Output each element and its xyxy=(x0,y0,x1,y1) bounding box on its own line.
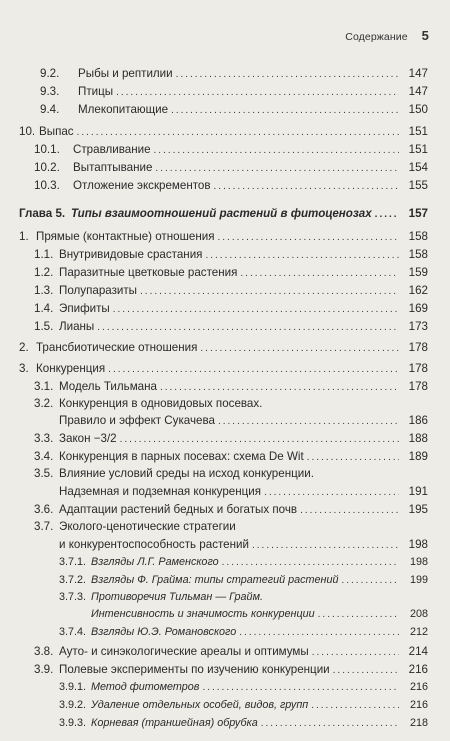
entry-title: Птицы xyxy=(78,85,114,98)
entry-title: Адаптации растений бедных и богатых почв xyxy=(59,503,298,516)
entry-number: 3.6. xyxy=(34,503,54,516)
entry-number: 10.3. xyxy=(34,179,60,192)
entry-title: Вытаптывание xyxy=(73,161,153,174)
leader-dots xyxy=(341,573,399,588)
entry-title: Выпас xyxy=(39,125,74,138)
entry-page: 218 xyxy=(409,717,428,729)
leader-dots xyxy=(116,85,399,100)
entry-number: 9.2. xyxy=(40,67,60,80)
leader-dots xyxy=(222,555,399,570)
entry-page: 208 xyxy=(409,608,428,620)
entry-number: 3.5. xyxy=(34,467,54,480)
entry-page: 178 xyxy=(408,380,428,393)
toc-entry xyxy=(19,361,428,377)
toc-entry xyxy=(59,716,428,731)
entry-number: 3.9.1. xyxy=(59,681,87,693)
entry-title: Взгляды Ю.Э. Романовского xyxy=(91,626,237,638)
entry-title: Правило и эффект Сукачева xyxy=(59,414,215,427)
entry-title-line1: Противоречия Тильман — Грайм. xyxy=(91,591,263,603)
toc-entry xyxy=(40,66,428,82)
leader-dots xyxy=(318,607,399,622)
entry-page: 212 xyxy=(409,626,428,638)
toc-entry-first-line xyxy=(34,397,262,410)
leader-dots xyxy=(300,503,399,518)
toc-entry xyxy=(34,431,428,447)
entry-number: 10.1. xyxy=(34,143,60,156)
entry-page: 178 xyxy=(408,362,428,375)
entry-page: 216 xyxy=(409,681,428,693)
entry-number: 3.9.2. xyxy=(59,699,87,711)
entry-title: Млекопитающие xyxy=(78,103,169,116)
entry-title: Надземная и подземная конкуренция xyxy=(59,485,262,498)
entry-number: 1.3. xyxy=(34,284,54,297)
toc-entry xyxy=(59,625,428,640)
toc-entry-first-line xyxy=(59,591,263,603)
entry-number: 3.9.3. xyxy=(59,717,87,729)
toc-entry xyxy=(34,449,428,465)
page-number: 5 xyxy=(421,28,429,43)
entry-title: Модель Тильмана xyxy=(59,380,157,393)
entry-number: 3.3. xyxy=(34,432,54,445)
leader-dots xyxy=(218,414,399,429)
entry-title: Паразитные цветковые растения xyxy=(59,266,238,279)
entry-page: 159 xyxy=(408,266,428,279)
leader-dots xyxy=(113,302,399,317)
entry-page: 158 xyxy=(408,248,428,261)
entry-title-line1: Эколого-ценотические стратегии xyxy=(59,520,236,533)
leader-dots xyxy=(214,179,399,194)
entry-number: 3. xyxy=(19,362,29,375)
leader-dots xyxy=(176,67,399,82)
toc-entry xyxy=(59,698,428,713)
entry-number: 3.4. xyxy=(34,450,54,463)
leader-dots xyxy=(154,143,399,158)
entry-page: 216 xyxy=(409,699,428,711)
toc-entry xyxy=(34,283,428,299)
entry-page: 216 xyxy=(408,663,428,676)
toc-entry xyxy=(59,537,428,553)
entry-number: 3.2. xyxy=(34,397,54,410)
toc-entry xyxy=(34,178,428,194)
entry-title: Закон −3/2 xyxy=(59,432,117,445)
toc-entry xyxy=(34,319,428,335)
toc-entry xyxy=(59,680,428,695)
entry-title: Эпифиты xyxy=(59,302,110,315)
chapter-number: Глава 5. xyxy=(19,207,66,220)
entry-number: 9.4. xyxy=(40,103,60,116)
leader-dots xyxy=(200,341,399,356)
entry-page: 189 xyxy=(408,450,428,463)
toc-entry xyxy=(19,124,428,140)
toc-entry xyxy=(34,301,428,317)
entry-number: 1.5. xyxy=(34,320,54,333)
leader-dots xyxy=(311,698,399,713)
toc-entry xyxy=(19,229,428,245)
running-head xyxy=(345,28,429,43)
leader-dots xyxy=(307,450,399,465)
entry-page: 162 xyxy=(408,284,428,297)
toc-entry xyxy=(34,662,428,678)
entry-number: 3.1. xyxy=(34,380,54,393)
toc-entry xyxy=(59,573,428,588)
entry-title: Интенсивность и значимость конкуренции xyxy=(91,608,315,620)
entry-page: 147 xyxy=(408,67,428,80)
entry-title: Полупаразиты xyxy=(59,284,138,297)
toc-entry xyxy=(91,607,428,622)
leader-dots xyxy=(217,230,399,245)
entry-number: 2. xyxy=(19,341,29,354)
entry-number: 10.2. xyxy=(34,161,60,174)
entry-page: 154 xyxy=(408,161,428,174)
entry-page: 147 xyxy=(408,85,428,98)
toc-entry xyxy=(34,265,428,281)
entry-page: 199 xyxy=(409,574,428,586)
entry-number: 3.7.4. xyxy=(59,626,87,638)
leader-dots xyxy=(205,248,399,263)
leader-dots xyxy=(77,125,399,140)
entry-title: Удаление отдельных особей, видов, групп xyxy=(91,699,309,711)
leader-dots xyxy=(312,645,399,660)
toc-entry xyxy=(34,247,428,263)
entry-title: Трансбиотические отношения xyxy=(36,341,198,354)
toc-entry xyxy=(19,340,428,356)
running-head-title: Содержание xyxy=(345,31,408,43)
entry-page: 151 xyxy=(408,143,428,156)
entry-number: 3.7.2. xyxy=(59,574,87,586)
toc-entry xyxy=(40,84,428,100)
entry-number: 3.7. xyxy=(34,520,54,533)
leader-dots xyxy=(261,716,399,731)
leader-dots xyxy=(120,432,399,447)
entry-number: 3.8. xyxy=(34,645,54,658)
entry-title: Внутривидовые срастания xyxy=(59,248,203,261)
leader-dots xyxy=(108,362,399,377)
entry-page: 169 xyxy=(408,302,428,315)
entry-page: 195 xyxy=(408,503,428,516)
entry-title: Корневая (траншейная) обрубка xyxy=(91,717,258,729)
entry-title: Полевые эксперименты по изучению конкуренции xyxy=(59,663,330,676)
entry-page: 191 xyxy=(408,485,428,498)
entry-number: 1.4. xyxy=(34,302,54,315)
leader-dots xyxy=(240,266,399,281)
entry-page: 158 xyxy=(408,230,428,243)
entry-title: Взгляды Ф. Грайма: типы стратегий растений xyxy=(91,574,339,586)
entry-title-line1: Влияние условий среды на исход конкуренции. xyxy=(59,467,314,480)
leader-dots xyxy=(155,161,399,176)
entry-page: 198 xyxy=(408,538,428,551)
entry-page: 188 xyxy=(408,432,428,445)
entry-title: Отложение экскрементов xyxy=(73,179,211,192)
toc-entry xyxy=(59,555,428,570)
entry-title: Метод фитометров xyxy=(91,681,200,693)
leader-dots xyxy=(252,538,399,553)
entry-number: 1.1. xyxy=(34,248,54,261)
entry-title: Лианы xyxy=(59,320,95,333)
leader-dots xyxy=(171,103,399,118)
entry-title: Стравливание xyxy=(73,143,151,156)
leader-dots xyxy=(97,320,399,335)
chapter-title: Типы взаимоотношений растений в фитоценозах xyxy=(71,207,372,220)
entry-page: 151 xyxy=(408,125,428,138)
entry-number: 1. xyxy=(19,230,29,243)
entry-title: Взгляды Л.Г. Раменского xyxy=(91,556,219,568)
entry-page: 214 xyxy=(408,645,428,658)
entry-title: Конкуренция в парных посевах: схема De Wit xyxy=(59,450,304,463)
entry-page: 150 xyxy=(408,103,428,116)
toc-entry xyxy=(59,484,428,500)
leader-dots xyxy=(264,485,399,500)
entry-page: 186 xyxy=(408,414,428,427)
entry-number: 3.7.1. xyxy=(59,556,87,568)
toc-entry xyxy=(34,160,428,176)
toc-entry xyxy=(34,142,428,158)
leader-dots xyxy=(239,625,399,640)
chapter-entry xyxy=(19,206,428,222)
leader-dots xyxy=(375,207,399,222)
entry-title: Конкуренция xyxy=(36,362,106,375)
entry-page: 198 xyxy=(409,556,428,568)
entry-title-line1: Конкуренция в одновидовых посевах. xyxy=(59,397,263,410)
leader-dots xyxy=(333,663,399,678)
entry-page: 157 xyxy=(408,207,428,220)
toc-entry xyxy=(34,502,428,518)
leader-dots xyxy=(160,380,399,395)
entry-title: Рыбы и рептилии xyxy=(78,67,173,80)
entry-page: 173 xyxy=(408,320,428,333)
entry-number: 1.2. xyxy=(34,266,54,279)
toc-entry-first-line xyxy=(34,467,314,480)
toc-entry xyxy=(40,102,428,118)
entry-number: 3.7.3. xyxy=(59,591,87,603)
entry-title: Прямые (контактные) отношения xyxy=(36,230,215,243)
entry-title: и конкурентоспособность растений xyxy=(59,538,249,551)
leader-dots xyxy=(202,680,399,695)
leader-dots xyxy=(140,284,399,299)
toc-entry xyxy=(34,379,428,395)
entry-page: 178 xyxy=(408,341,428,354)
entry-title: Ауто- и синэкологические ареалы и оптимумы xyxy=(59,645,309,658)
entry-number: 3.9. xyxy=(34,663,54,676)
entry-number: 9.3. xyxy=(40,85,60,98)
toc-entry xyxy=(34,644,428,660)
toc-entry-first-line xyxy=(34,520,236,533)
toc-entry xyxy=(59,413,428,429)
entry-page: 155 xyxy=(408,179,428,192)
entry-number: 10. xyxy=(19,125,36,138)
